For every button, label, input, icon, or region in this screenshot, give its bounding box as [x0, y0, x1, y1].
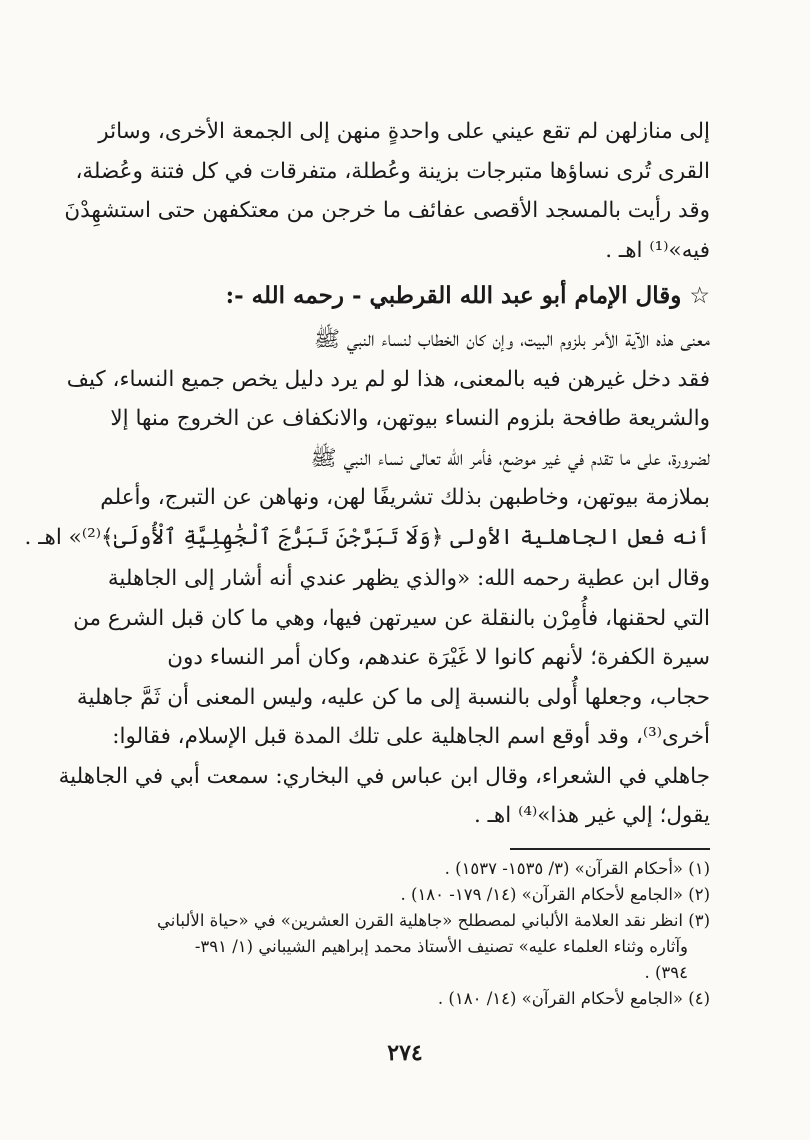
text-line: والشريعة طافحة بلزوم النساء بيوتهن، والانكفاف عن الخروج منها إلا: [110, 406, 710, 431]
footnote-line: وآثاره وثناء العلماء عليه» تصنيف الأستاذ محمد إبراهيم الشيباني (١/ ٣٩١-: [194, 936, 688, 956]
text-line: يقول؛ إلي غير هذا»⁽⁴⁾ اهـ .: [473, 803, 710, 828]
text-line: سيرة الكفرة؛ لأنهم كانوا لا غَيْرَة عندهم، وكان أمر النساء دون: [167, 645, 710, 670]
footnote-3: [92, 908, 710, 986]
text-line: إلى منازلهن لم تقع عيني على واحدةٍ منهن إلى الجمعة الأخرى، وسائر: [98, 119, 710, 144]
text-line: حجاب، وجعلها أُولى بالنسبة إلى ما كن عليه، وليس المعنى أن ثَمَّ جاهلية: [76, 684, 710, 710]
footnote-1: [92, 856, 710, 882]
footnote-line: (١) «أحكام القرآن» (٣/ ١٥٣٥- ١٥٣٧) .: [444, 858, 710, 878]
text-line: أنه فعل الجاهلية الأولى ﴿وَلَا تَبَرَّجْنَ تَبَرُّجَ ٱلْجَٰهِلِيَّةِ ٱلْأُولَىٰ﴾⁽²⁾» اهـ .: [24, 524, 710, 550]
text-line: جاهلي في الشعراء، وقال ابن عباس في البخاري: سمعت أبي في الجاهلية: [58, 763, 710, 789]
footnote-2: [92, 882, 710, 908]
page-number: ٢٧٤: [387, 1040, 423, 1066]
text-line: التي لحقنها، فأُمِرْن بالنقلة عن سيرتهن فيها، وهي ما كان قبل الشرع من: [73, 605, 710, 631]
section-heading: [92, 276, 710, 316]
paragraph-3: [58, 559, 710, 836]
text-line: بملازمة بيوتهن، وخاطبهن بذلك تشريفًا لهن، ونهاهن عن التبرج، وأعلم: [100, 485, 710, 510]
paragraph-1: [64, 112, 710, 270]
text-line: معنى هذه الآية الأمر بلزوم البيت، وإن كان الخطاب لنساء النبي ﷺ: [314, 327, 710, 352]
paragraph-2: [24, 320, 710, 557]
footnote-4: [92, 986, 710, 1012]
footnote-divider: [510, 848, 710, 850]
text-line: أخرى⁽³⁾، وقد أوقع اسم الجاهلية على تلك المدة قبل الإسلام، فقالوا:: [112, 724, 710, 749]
text-line: فقد دخل غيرهن فيه بالمعنى، هذا لو لم يرد دليل يخص جميع النساء، كيف: [66, 366, 710, 392]
star-icon: ☆: [689, 283, 710, 309]
footnote-line: (٢) «الجامع لأحكام القرآن» (١٤/ ١٧٩- ١٨٠) .: [400, 884, 710, 904]
section-heading-text: وقال الإمام أبو عبد الله القرطبي - رحمه الله -:: [225, 282, 682, 309]
footnote-line: ٣٩٤) .: [644, 962, 688, 982]
text-line: القرى تُرى نساؤها متبرجات بزينة وعُطلة، متفرقات في كل فتنة وعُضلة،: [75, 158, 710, 184]
footnotes: [92, 856, 710, 1012]
text-line: لضرورة، على ما تقدم في غير موضع، فأمر الله تعالى نساء النبي ﷺ: [310, 445, 710, 471]
text-line: فيه»⁽¹⁾ اهـ .: [605, 237, 710, 263]
footnote-line: (٤) «الجامع لأحكام القرآن» (١٤/ ١٨٠) .: [437, 988, 710, 1008]
text-line: وقد رأيت بالمسجد الأقصى عفائف ما خرجن من معتكفهن حتى استشهِدْنَ: [64, 198, 710, 223]
text-line: وقال ابن عطية رحمه الله: «والذي يظهر عندي أنه أشار إلى الجاهلية: [107, 566, 710, 591]
footnote-line: (٣) انظر نقد العلامة الألباني لمصطلح «جاهلية القرن العشرين» في «حياة الألباني: [157, 910, 710, 930]
